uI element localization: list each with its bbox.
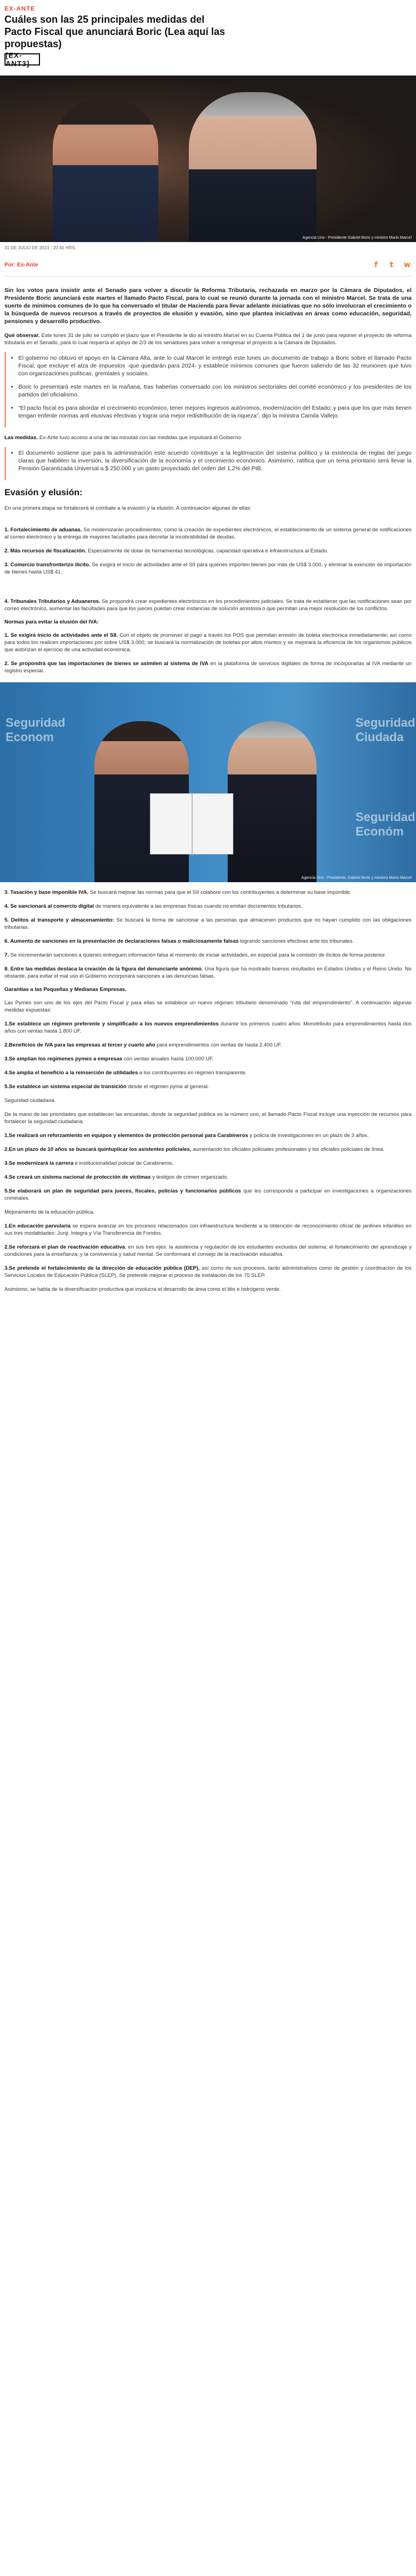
list-item: 2. Se propondrá que las importaciones de bienes se asimilen al sistema de IVA en la plataforma de servicios digitales de forma de incorporarlas al IVA mediante un registro especial. xyxy=(4,661,412,674)
ex-ante-logo[interactable]: [EX-ANT3] xyxy=(4,53,40,66)
twitter-icon[interactable]: t xyxy=(389,260,394,269)
paragraph: Mejoramiento de la educación pública. xyxy=(4,1209,95,1215)
paragraph: De la mano de las prioridades que establecen las encuestas, donde la seguridad pública es la número uno, el llamado Pacto Fiscal incluye una inyección de recursos para fortalecer la seguridad ciudadana. xyxy=(4,1111,412,1125)
list-item: 3. Comercio transfronterizo ilícito. Se exigirá el inicio de actividades ante el SII para quienes importen bienes por más de US$ 3.000, y eliminar la exención de importación de bienes hasta US$ 41. xyxy=(4,562,412,575)
photo-credit: Agencia Uno - Presidente, Gabriel Boric y ministro Mario Marcel xyxy=(301,876,412,880)
paragraph: Asimismo, se habla de la diversificación productiva que involucra el desarrollo de área como el litio e hidrógeno verde. xyxy=(4,1286,281,1292)
list-item: 1. Se exigirá inicio de actividades ante el SII. Con el objeto de promover el pago a través los POS que permitan emisión de boleta electrónica inmediatamente; así como para todos los realicen importaciones por sobre US$ 3,000; se buscará la normalización de boletas por altos montos y se mejorará la eficiencia de los organismos públicos que autorizan el ejercicio de una actividad económica. xyxy=(4,632,412,653)
backdrop-text: Económ xyxy=(355,824,404,838)
list-item: 4.Se creará un sistema nacional de protección de víctimas y testigos de crimen organizado. xyxy=(4,1174,228,1180)
list-item: 4. Tribunales Tributarios y Aduaneros. Se propondrá crear expedientes electrónicos en los procedimientos judiciales. Se trata de establecer que las notificaciones sean por correo electrónico, aumentar las facultades para que los jueces puedan crear instancias de solución amistosa o que permitan una mejor resolución de los conflictos. xyxy=(4,598,412,612)
list-item: 1. Fortalecimiento de aduanas. Se modernizarán procedimientos, como la creación de expedientes electrónicos, el establecimiento de un sistema general de notificaciones al correo electrónico y la entrega de mayores facultades para decretar la incobrabilidad de deudas. xyxy=(4,527,412,540)
list-item: 3.Se amplían los regímenes pymes a empresas con ventas anuales hasta 100.000 UF. xyxy=(4,1056,214,1062)
author-row xyxy=(0,254,416,270)
list-item: 2.Beneficios de IVA para las empresas al tercer y cuarto año para emprendimientos con ventas de hasta 2.400 UF. xyxy=(4,1042,282,1048)
bullet-block xyxy=(4,447,412,480)
subheading: Normas para evitar la elusión del IVA: xyxy=(4,619,99,625)
list-item: 2. Más recursos de fiscalización. Especialmente de dotar de herramientas tecnológicas, capacidad operativa e infraestructura al Estado. xyxy=(4,548,328,554)
list-item: • “El pacto fiscal es para abordar el crecimiento económico, tener mejores ingresos autónomos, modernización del Estado; y para que los que más tienen tengan enfente normas anti elusivas efectivas y lograr una mejor redistribución de la riqueza”, dijo la ministra Camila Vallejo. xyxy=(18,404,412,420)
backdrop-text: Ciudada xyxy=(355,730,404,744)
list-item: 1.En educación parvularia se espera avanzar en los procesos relacionados con infraestructura tendiente a la obtención de reconocimiento oficial de jardines infantiles en sus tres modalidades: Junji, Integra y Vía Transferencia de Fondos. xyxy=(4,1223,412,1236)
list-item: 1.Se realizará un reforzamiento en equipos y elementos de protección personal para Carabineros y policía de investigaciones en un plazo de 3 años. xyxy=(4,1133,369,1139)
list-item: 1.Se establece un régimen preferente y simplificado a los nuevos emprendimientos durante los primeros cuatro años: Monotributo para emprendimientos hasta dos años con ventas hasta 1.800 UF. xyxy=(4,1021,412,1034)
article-lead: Sin los votos para insistir ante el Senado para volver a discutir la Reforma Tributaria, rechazada en marzo por la Cámara de Diputados, el Presidente Boric anunciará este martes el llamado Pacto Fiscal, para lo cual se reunió durante la jornada con el ministro Marcel. Se trata de una suerte de mínimos comunes de lo que ha conversado el titular de Hacienda para llevar adelante iniciativas que no sólo involucran el crecimiento o la búsqueda de nuevos recursos a través de proyectos de elusión y evasión, sino que plantea iniciativas en áreas como educación, seguridad, pensiones y desarrollo productivo. xyxy=(4,287,412,325)
whatsapp-icon[interactable]: w xyxy=(403,260,410,269)
author-link[interactable]: Por: Ex-Ante xyxy=(4,261,38,268)
article-image xyxy=(0,682,416,882)
facebook-icon[interactable]: f xyxy=(374,260,378,269)
list-item: 6. Aumento de sanciones en la presentación de declaraciones falsas o maliciosamente falsas logrando sanciones efectivas ante los tribunales. xyxy=(4,938,354,944)
photo-credit: Agencia Uno - Presidente Gabriel Boric y ministro Mario Marcel xyxy=(302,236,412,240)
list-item: 4. Se sancionará al comercio digital de manera equivalente a las empresas físicas cuando no emitan documentos tributarios. xyxy=(4,903,303,909)
section-heading: Evasión y elusión: xyxy=(4,488,83,497)
list-item: 8. Entre las medidas destaca la creación de la figura del denunciante anónimo. Una figura que ha mostrado buenos resultados en Estados Unidos y el Reino Unido. No obstante, para evitar el mal uso el Gobierno incorporará sanciones a las denuncias falsas. xyxy=(4,966,412,979)
backdrop-text: Seguridad xyxy=(355,716,415,729)
list-item: • Boric lo presentará este martes en la mañana, tras haberlas conversado con los ministros sectoriales del comité económico y los presidentes de los partidos del oficialismo. xyxy=(18,383,412,399)
list-item: • El documento sostiene que para la administración este acuerdo contribuye a la legitimación del sistema político y la existencia de reglas del juego claras que habiliten la inversión, la diversificación de la economía y el crecimiento económico. Asimismo, ratifica que un tema prioritario será llevar la Pensión Garantizada Universal a $ 250.000 y un gasto proyectado del orden del 1,2% del PIB. xyxy=(18,449,412,472)
share-buttons xyxy=(372,260,412,269)
backdrop-text: Econom xyxy=(6,730,54,744)
list-item: 2.Se reforzará el plan de reactivación educativa, en sus tres ejes: la asistencia y regulación de los estudiantes excluidos del sistema; el fortalecimiento del aprendizaje y condiciones para la enseñanza; y la convivencia y salud mental. Se conformará el consejo de la reactivación educativa. xyxy=(4,1244,412,1257)
article-title: Cuáles son las 25 principales medidas del Pacto Fiscal que anunciará Boric (Lea aquí las propuestas) xyxy=(4,14,225,49)
person-marcel xyxy=(228,721,317,882)
paragraph: Las Pymes son uno de los ejes del Pacto Fiscal y para ellas se establece un nuevo régimen tributario denominado “ruta del emprendimiento”. A continuación algunas medidas expuestas: xyxy=(4,1000,412,1013)
list-item: 5.Se establece un sistema especial de transición desde el régimen pyme al general. xyxy=(4,1084,209,1090)
person-boric xyxy=(53,98,158,242)
list-item: 3.Se pretende el fortalecimiento de la dirección de educación pública (DEP), así como de sus procesos, tanto administrativos como de gestión y coordinación de los Servicios Locales de Educación Pública (SLEP). Se pretende mejorar el proceso de instalación de los 70 SLEP. xyxy=(4,1265,412,1279)
backdrop-text: Seguridad xyxy=(6,716,66,729)
publish-date: 31 DE JULIO DE 2023 - 20:45 HRS. xyxy=(4,245,76,250)
list-item: 5. Delitos al transporte y almacenamiento: Se buscará la forma de sancionar a las personas que almacenen productos que no hayan cumplido con las obligaciones tributarias. xyxy=(4,917,412,930)
backdrop-text: Seguridad xyxy=(355,810,415,824)
list-item: • El gobierno no obtuvo el apoyo en la Cámara Alta, ante lo cual Marcel le entregó este lunes un documento de trabajo a Boric sobre el llamado Pacto Fiscal, que excluye el alza de impuestos -que quedarán para 2024- y establece mínimos comunes que fueron saliendo de las 32 reuniones que tuvo con organizaciones políticas, gremiales y sociales. xyxy=(18,354,412,378)
signed-document xyxy=(150,793,233,854)
paragraph: Qué observar. Este lunes 31 de julio se cumplió el plazo que el Presidente le dio al ministro Marcel en su Cuenta Pública del 1 de junio para reponer el proyecto de reforma tributaria en el Senado, para lo cual requería el apoyo de 2/3 de los senadores para volver a reingresar el proyecto a la Cámara de Diputados. xyxy=(4,333,412,346)
bullet-block xyxy=(4,352,412,427)
paragraph: Seguridad ciudadana. xyxy=(4,1098,56,1104)
subheading: Garantías a las Pequeñas y Medianas Empresas. xyxy=(4,987,127,993)
paragraph: Las medidas. Ex-Ante tuvo acceso a una de las minutas con las medidas que impulsará el Gobierno: xyxy=(4,435,243,441)
list-item: 2.En un plazo de 10 años se buscará quintuplicar los asistentes policiales, aumentando los oficiales policiales profesionales y los oficiales policiales de línea. xyxy=(4,1146,385,1153)
list-item: 5.Se elaborará un plan de seguridad para jueces, fiscales, policías y funcionarios públicos que les corresponda a participar en investigaciones a organizaciones criminales. xyxy=(4,1188,412,1201)
list-item: 3. Tasación y base imponible IVA. Se buscará mejorar las normas para que el SII colabore con los contribuyentes a determinar su base imponible. xyxy=(4,889,352,895)
list-item: 7. Se incrementarán sanciones a quienes entreguen información falsa al momento de iniciar actividades, en especial para la comisión de ilícitos de forma posterior. xyxy=(4,952,387,958)
list-item: 4.Se amplía el beneficio a la reinserción de utilidades a los contribuyentes en régimen transparente. xyxy=(4,1070,247,1076)
paragraph: En una primera etapa se fortalecerá el combate a la evasión y la elusión. A continuación algunas de ellas: xyxy=(4,505,252,511)
list-item: 3.Se modernizará la carrera e institucionalidad policial de Carabineros. xyxy=(4,1160,174,1166)
section-label[interactable]: EX-ANTE xyxy=(4,6,36,12)
person-marcel xyxy=(189,92,317,242)
hero-image xyxy=(0,76,416,242)
